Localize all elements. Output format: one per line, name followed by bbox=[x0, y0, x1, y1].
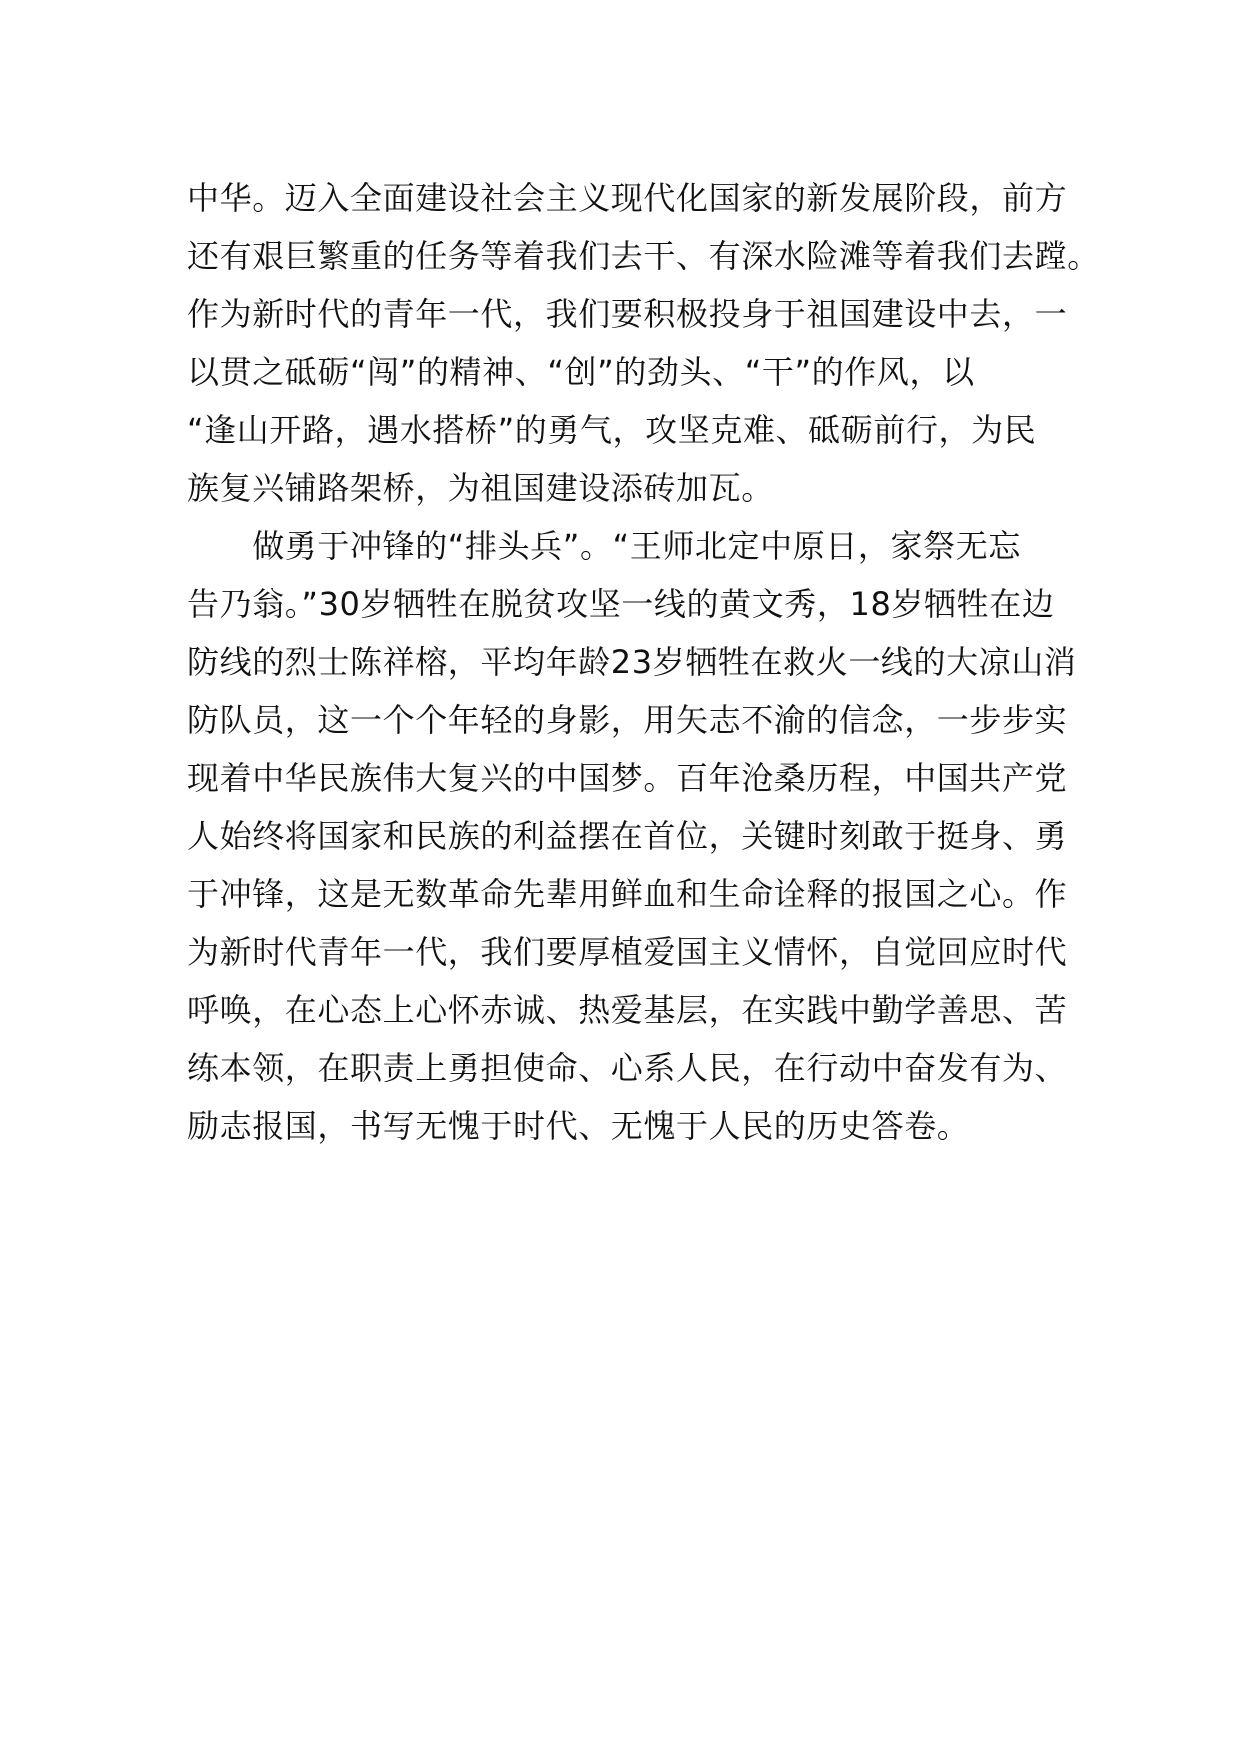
text-line: 以贯之砥砺“闯”的精神、“创”的劲头、“干”的作风，以 bbox=[187, 353, 975, 391]
text-line: 防队员，这一个个年轻的身影，用矢志不渝的信念，一步步实 bbox=[187, 701, 1068, 739]
text-line: 呼唤，在心态上心怀赤诚、热爱基层，在实践中勤学善思、苦 bbox=[187, 991, 1068, 1029]
text-line: 励志报国，书写无愧于时代、无愧于人民的历史答卷。 bbox=[187, 1107, 970, 1145]
text-line: 族复兴铺路架桥，为祖国建设添砖加瓦。 bbox=[187, 469, 774, 507]
text-line: 现着中华民族伟大复兴的中国梦。百年沧桑历程，中国共产党 bbox=[187, 759, 1068, 797]
text-line: 防线的烈士陈祥榕，平均年龄23岁牺牲在救火一线的大凉山消 bbox=[187, 643, 1077, 681]
text-line: “逢山开路，遇水搭桥”的勇气，攻坚克难、砥砺前行，为民 bbox=[187, 411, 1037, 449]
text-line: 人始终将国家和民族的利益摆在首位，关键时刻敢于挺身、勇 bbox=[187, 817, 1068, 855]
text-line: 中华。迈入全面建设社会主义现代化国家的新发展阶段，前方 bbox=[187, 179, 1068, 217]
text-line: 练本领，在职责上勇担使命、心系人民，在行动中奋发有为、 bbox=[187, 1049, 1068, 1087]
text-line: 为新时代青年一代，我们要厚植爱国主义情怀，自觉回应时代 bbox=[187, 933, 1068, 971]
text-line: 还有艰巨繁重的任务等着我们去干、有深水险滩等着我们去蹚。 bbox=[187, 237, 1100, 275]
text-line: 作为新时代的青年一代，我们要积极投身于祖国建设中去，一 bbox=[187, 295, 1068, 333]
text-line: 告乃翁。”30岁牺牲在脱贫攻坚一线的黄文秀，18岁牺牲在边 bbox=[187, 585, 1055, 623]
paragraph-heading-line: 做勇于冲锋的“排头兵”。“王师北定中原日，家祭无忘 bbox=[187, 527, 1021, 565]
text-line: 于冲锋，这是无数革命先辈用鲜血和生命诠释的报国之心。作 bbox=[187, 875, 1068, 913]
